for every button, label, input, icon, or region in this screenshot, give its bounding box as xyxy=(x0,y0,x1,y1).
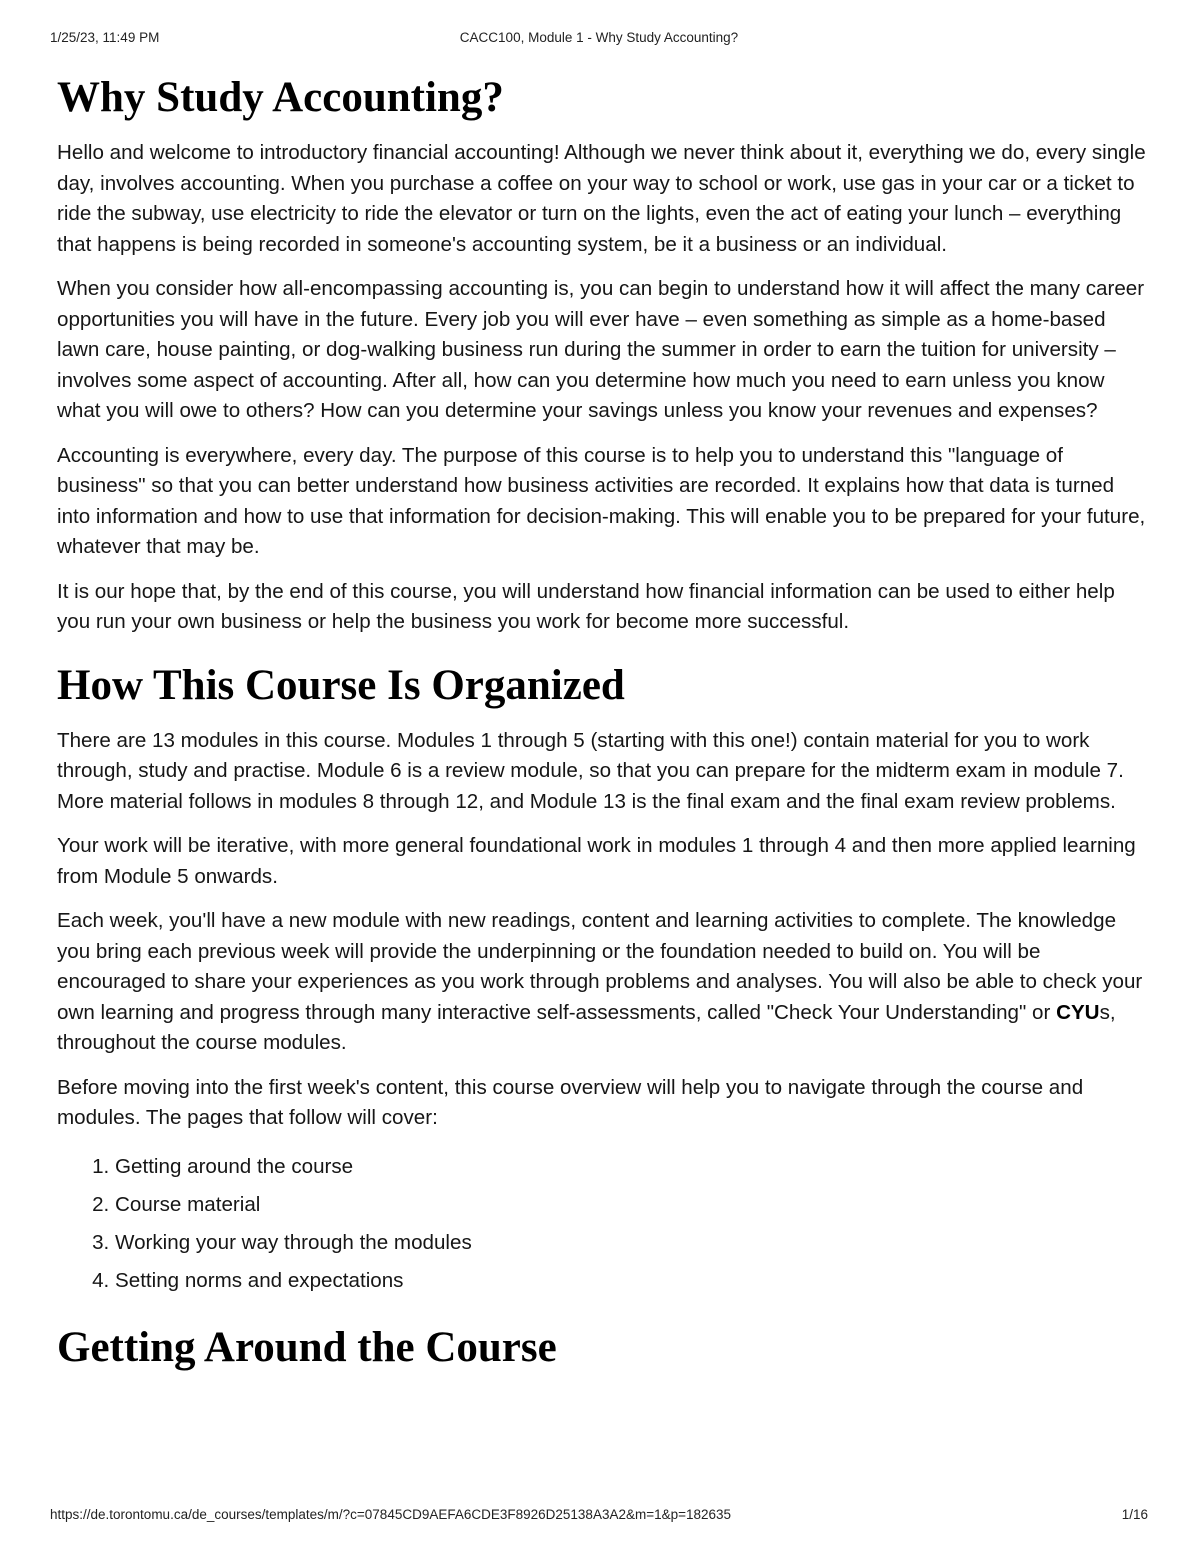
heading-getting-around: Getting Around the Course xyxy=(57,1323,557,1371)
organized-paragraph-1: There are 13 modules in this course. Modules 1 through 5 (starting with this one!) contain material for you to work through, study and practise. Module 6 is a review module, so that you can prepare for the midterm exam in module 7. More material follows in modules 8 through 12, and Module 13 is the final exam and the final exam review problems. xyxy=(57,728,1124,813)
list-item: 1. Getting around the course xyxy=(115,1148,1152,1186)
organized-p3-text-before: Each week, you'll have a new module with new readings, content and learning activities to complete. The knowledge you bring each previous week will provide the underpinning or the foundation needed to build on. You will be encouraged to share your experiences as you work through problems and analyses. You will also be able to check your own learning and progress through many interactive self-assessments, called "Check Your Understanding" or xyxy=(57,909,1143,1024)
main-content xyxy=(57,72,1152,1388)
organized-paragraph-3 xyxy=(57,906,1152,1059)
print-header xyxy=(50,30,1148,50)
list-item: 2. Course material xyxy=(115,1186,1152,1224)
organized-paragraph-4: Before moving into the first week's content, this course overview will help you to navigate through the course and modules. The pages that follow will cover: xyxy=(57,1075,1084,1129)
why-paragraph-4: It is our hope that, by the end of this course, you will understand how financial information can be used to either help you run your own business or help the business you work for become more successful. xyxy=(57,579,1115,633)
print-datetime: 1/25/23, 11:49 PM xyxy=(50,30,160,45)
heading-why-study-accounting: Why Study Accounting? xyxy=(57,74,504,121)
print-page-title: CACC100, Module 1 - Why Study Accounting? xyxy=(459,30,739,45)
list-item: 3. Working your way through the modules xyxy=(115,1224,1152,1262)
why-paragraph-1: Hello and welcome to introductory financial accounting! Although we never think about it, everything we do, every single day, involves accounting. When you purchase a coffee on your way to school or work, use gas in your car or a ticket to ride the subway, use electricity to ride the elevator or turn on the lights, even the act of eating your lunch – everything that happens is being recorded in someone's accounting system, be it a business or an individual. xyxy=(57,141,1146,256)
print-footer xyxy=(50,1507,1148,1527)
page-number: 1/16 xyxy=(1121,1507,1148,1522)
organized-paragraph-2: Your work will be iterative, with more general foundational work in modules 1 through 4 and then more applied learning from Module 5 onwards. xyxy=(57,834,1136,888)
print-url: https://de.torontomu.ca/de_courses/templates/m/?c=07845CD9AEFA6CDE3F8926D25138A3A2&m=1&p=182635 xyxy=(50,1507,732,1522)
heading-course-organized: How This Course Is Organized xyxy=(57,661,625,709)
list-item: 4. Setting norms and expectations xyxy=(115,1262,1152,1300)
topics-list xyxy=(57,1148,1152,1300)
why-paragraph-3: Accounting is everywhere, every day. The purpose of this course is to help you to understand this "language of business" so that you can better understand how business activities are recorded. It explains how that data is turned into information and how to use that information for decision-making. This will enable you to be prepared for your future, whatever that may be. xyxy=(57,443,1146,558)
organized-p3-text-after: s, throughout the course modules. xyxy=(57,1000,1116,1054)
cyu-acronym: CYU xyxy=(1056,1000,1100,1024)
why-paragraph-2: When you consider how all-encompassing accounting is, you can begin to understand how it will affect the many career opportunities you will have in the future. Every job you will ever have – even something as simple as a home-based lawn care, house painting, or dog-walking business run during the summer in order to earn the tuition for university – involves some aspect of accounting. After all, how can you determine how much you need to earn unless you know what you will owe to others? How can you determine your savings unless you know your revenues and expenses? xyxy=(57,277,1145,422)
